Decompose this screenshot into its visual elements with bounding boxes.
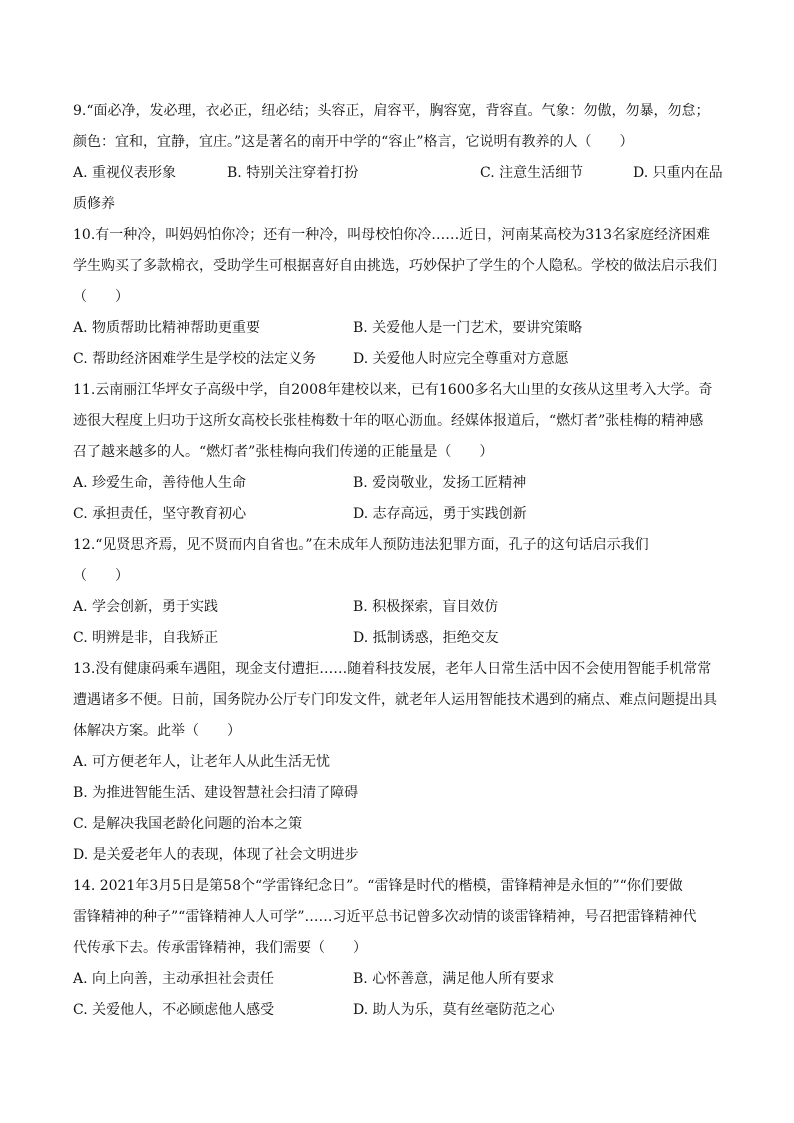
option-d-continuation: 质修养 <box>73 196 115 212</box>
question-text-line: 代传承下去。传承雷锋精神，我们需要（ ） <box>73 940 367 956</box>
option-b: B. 为推进智能生活、建设智慧社会扫清了障碍 <box>73 785 359 801</box>
option-a: A. 重视仪表形象 <box>73 165 177 181</box>
question-10 <box>73 220 721 375</box>
question-text-line: （ ） <box>73 568 129 584</box>
question-12 <box>73 530 721 654</box>
options-row <box>73 592 721 623</box>
option-b: B. 积极探索，盲目效仿 <box>353 599 499 615</box>
question-text-line: 学生购买了多款棉衣，受助学生可根据喜好自由挑选，巧妙保护了学生的个人隐私。学校的做法启示我们 <box>73 258 717 274</box>
question-14 <box>73 871 721 1026</box>
question-text-line: 11.云南丽江华坪女子高级中学，自2008年建校以来，已有1600多名大山里的女孩从这里考入大学。奇 <box>73 382 713 398</box>
option-d: D. 是关爱老年人的表现，体现了社会文明进步 <box>73 847 359 863</box>
option-c: C. 是解决我国老龄化问题的治本之策 <box>73 816 303 832</box>
question-text-line: 召了越来越多的人。“燃灯者”张桂梅向我们传递的正能量是（ ） <box>73 444 494 460</box>
option-b: B. 关爱他人是一门艺术，要讲究策略 <box>353 320 583 336</box>
option-b: B. 爱岗敬业，发扬工匠精神 <box>353 475 527 491</box>
options-row <box>73 623 721 654</box>
option-c: C. 帮助经济困难学生是学校的法定义务 <box>73 351 317 367</box>
options-row <box>73 964 721 995</box>
option-d: D. 只重内在品 <box>633 165 723 181</box>
question-text-line: 12.“见贤思齐焉，见不贤而内自省也。”在未成年人预防违法犯罪方面，孔子的这句话启示我们 <box>73 537 649 553</box>
question-text-line: 14. 2021年3月5日是第58个“学雷锋纪念日”。“雷锋是时代的楷模，雷锋精神是永恒的”“你们要做 <box>73 878 683 894</box>
option-a: A. 向上向善，主动承担社会责任 <box>73 971 275 987</box>
question-9 <box>73 96 721 220</box>
question-text-line: 雷锋精神的种子”“雷锋精神人人可学”……习近平总书记曾多次动情的谈雷锋精神，号召把雷锋精神代 <box>73 909 697 925</box>
option-d: D. 志存高远，勇于实践创新 <box>353 506 527 522</box>
question-text-line: 10.有一种冷，叫妈妈怕你冷；还有一种冷，叫母校怕你冷……近日，河南某高校为313名家庭经济困难 <box>73 227 710 243</box>
question-text-line: （ ） <box>73 289 129 305</box>
option-a: A. 可方便老年人，让老年人从此生活无忧 <box>73 754 331 770</box>
option-c: C. 明辨是非，自我矫正 <box>73 630 219 646</box>
option-b: B. 心怀善意，满足他人所有要求 <box>353 971 555 987</box>
options-row <box>73 158 721 189</box>
option-a: A. 物质帮助比精神帮助更重要 <box>73 320 261 336</box>
option-c: C. 承担责任，坚守教育初心 <box>73 506 247 522</box>
options-row <box>73 499 721 530</box>
question-text-line: 13.没有健康码乘车遇阻，现金支付遭拒……随着科技发展，老年人日常生活中因不会使用智能手机常常 <box>73 661 712 677</box>
option-d: D. 助人为乐，莫有丝毫防范之心 <box>353 1002 555 1018</box>
options-row <box>73 344 721 375</box>
option-b: B. 特别关注穿着打扮 <box>227 165 359 181</box>
question-11 <box>73 375 721 530</box>
option-d: D. 抵制诱惑，拒绝交友 <box>353 630 499 646</box>
option-a: A. 珍爱生命，善待他人生命 <box>73 475 247 491</box>
options-row <box>73 995 721 1026</box>
option-a: A. 学会创新，勇于实践 <box>73 599 219 615</box>
option-c: C. 注意生活细节 <box>480 165 584 181</box>
question-13 <box>73 654 721 871</box>
option-c: C. 关爱他人，不必顾虑他人感受 <box>73 1002 275 1018</box>
option-d: D. 关爱他人时应完全尊重对方意愿 <box>353 351 569 367</box>
question-text-line: 9.“面必净，发必理，衣必正，纽必结；头容正，肩容平，胸容宽，背容直。气象：勿傲，勿暴，勿怠； <box>73 103 710 119</box>
options-row <box>73 313 721 344</box>
question-text-line: 体解决方案。此举（ ） <box>73 723 241 739</box>
question-list <box>73 96 721 1026</box>
question-text-line: 迹很大程度上归功于这所女高校长张桂梅数十年的呕心沥血。经媒体报道后，“燃灯者”张桂梅的精神感 <box>73 413 704 429</box>
question-text-line: 遭遇诸多不便。日前，国务院办公厅专门印发文件，就老年人运用智能技术遇到的痛点、难点问题提出具 <box>73 692 717 708</box>
options-row <box>73 468 721 499</box>
question-text-line: 颜色：宜和，宜静，宜庄。”这是著名的南开中学的“容止”格言，它说明有教养的人（ ） <box>73 134 634 150</box>
